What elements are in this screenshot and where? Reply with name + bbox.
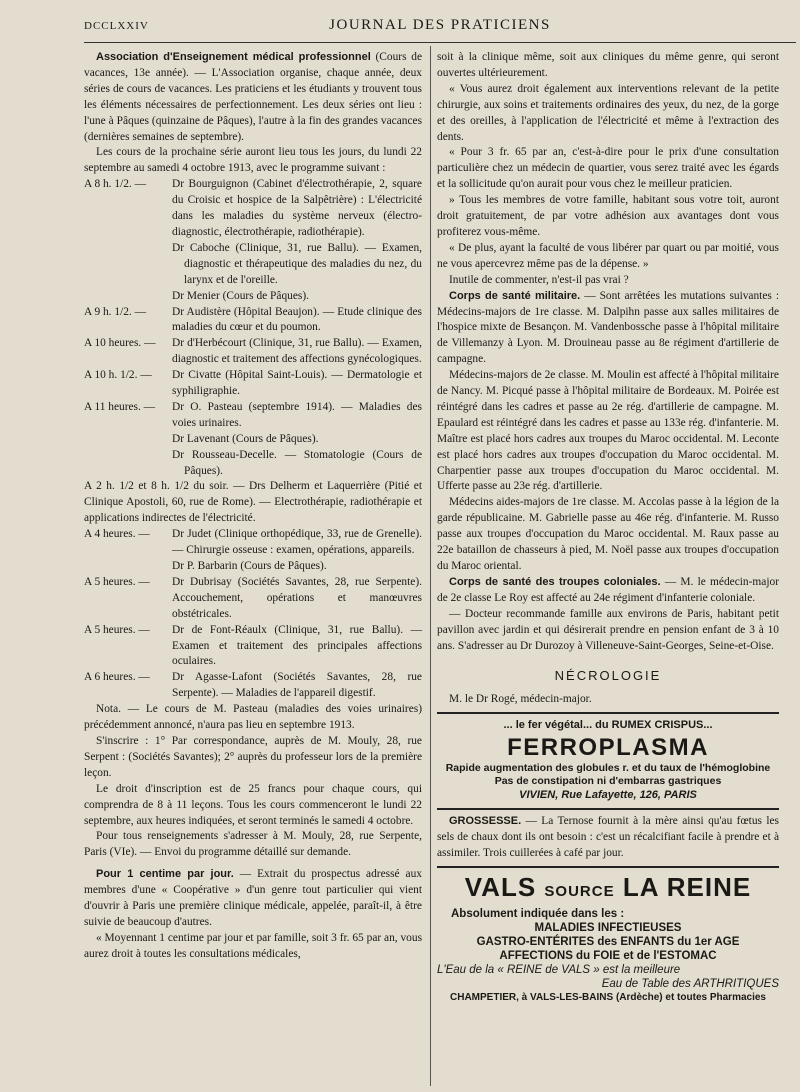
- ad-rule: [437, 712, 779, 714]
- necrologie-heading: NÉCROLOGIE: [554, 668, 662, 684]
- nota-paragraph: Nota. — Le cours de M. Pasteau (maladies des voies urinaires) précédemment annoncé, n'aura pas lieu en septembre 1913.: [84, 703, 422, 732]
- prospectus-paragraph: « De plus, ayant la faculté de vous libérer par quart ou par moitié, vous ne vous apercevrez même pas de la dépense. »: [437, 241, 779, 270]
- inscription-paragraph: S'inscrire : 1° Par correspondance, auprès de M. Mouly, 28, rue Serpent : (Sociétés Savantes); 2° auprès du professeur lors de la première leçon.: [84, 734, 422, 779]
- vals-line: L'Eau de la « REINE de VALS » est la meilleure: [437, 963, 681, 976]
- schedule-item: A 8 h. 1/2. — Dr Bourguignon (Cabinet d'électrothérapie, 2, square du Croisic et hospice de la Salpêtrière) : L'électricité dans les maladies du système nerveux (électro-diagnostic, électrothérapie, radiothérapie).: [84, 178, 422, 238]
- vals-line: CHAMPETIER, à VALS-LES-BAINS (Ardèche) et toutes Pharmacies: [450, 991, 766, 1003]
- ad-line: Pas de constipation ni d'embarras gastriques: [494, 775, 722, 788]
- schedule-item: A 9 h. 1/2. — Dr Audistère (Hôpital Beaujon). — Etude clinique des maladies du cœur et du poumon.: [84, 305, 422, 334]
- prospectus-paragraph: « Vous aurez droit également aux interventions relevant de la petite chirurgie, aux soins et traitements ordinaires des yeux, du nez, de la gorge et des oreilles, à l'application de l'électricité et même à l'extraction des dents.: [437, 82, 779, 143]
- schedule-item: A 2 h. 1/2 et 8 h. 1/2 du soir. — Drs Delherm et Laquerrière (Pitié et Clinique Apostoli, 60, rue de Rome). — Electrothérapie, radiothérapie et applications indirectes de l'électricité.: [84, 480, 422, 525]
- journal-title: JOURNAL DES PRATICIENS: [329, 17, 551, 33]
- prospectus-paragraph: « Pour 3 fr. 65 par an, c'est-à-dire pour le prix d'une consultation particulière chez un médecin de quartier, vous serez traité avec les égards et la sollicitude qu'on aurait pour vous chez le meilleur praticien.: [437, 146, 779, 191]
- corps-militaire-paragraph: Médecins aides-majors de 1re classe. M. Accolas passe à la légion de la garde républicaine. M. Gabrielle passe au 46e rég. d'infanterie. M. Russo passe aux troupes d'occupation du Maroc occidental. M. Raux passe au 22e bataillon de chasseurs à pied, M. Noël passe aux troupes d'occupation du Maroc oriental.: [437, 496, 779, 572]
- vals-line: Absolument indiquée dans les :: [451, 907, 625, 920]
- schedule-item: A 5 heures. — Dr Dubrisay (Sociétés Savantes, 28, rue Serpente). Accouchement, opérations et manœuvres obstétricales.: [84, 575, 422, 620]
- vals-line: MALADIES INFECTIEUSES: [534, 921, 682, 934]
- coloniales-title: Corps de santé des troupes coloniales.: [449, 575, 661, 588]
- moyennant-paragraph: « Moyennant 1 centime par jour et par famille, soit 3 fr. 65 par an, vous aurez droit à toutes les consultations médicales,: [84, 931, 422, 960]
- ad-tagline: ... le fer végétal... du RUMEX CRISPUS...: [503, 719, 713, 732]
- schedule-item: A 5 heures. — Dr de Font-Réaulx (Clinique, 31, rue Ballu). — Examen et traitement des principales affections oculaires.: [84, 623, 422, 668]
- corps-militaire-title: Corps de santé militaire.: [449, 289, 581, 302]
- vals-heading: VALS SOURCE LA REINE: [464, 871, 752, 902]
- schedule-subitem: Dr Menier (Cours de Pâques).: [172, 289, 309, 302]
- page-number: DCCLXXIV: [84, 20, 149, 32]
- grossesse-title: GROSSESSE.: [449, 815, 522, 828]
- schedule-item: A 11 heures. — Dr O. Pasteau (septembre 1914). — Maladies des voies urinaires.: [84, 400, 422, 429]
- association-paragraph: Association d'Enseignement médical professionnel (Cours de vacances, 13e année). — L'Association organise, chaque année, deux séries de cours de vacances. Les praticiens et les étudiants y trouvent tous les éléments nécessaires de perfectionnement. Les deux séries ont lieu : l'une à Pâques (quinzaine de Pâques), l'autre à la fin des grandes vacances (dernières semaines de septembre).: [84, 51, 422, 143]
- ad-brand: FERROPLASMA: [507, 734, 709, 762]
- grossesse-paragraph: GROSSESSE. — La Ternose fournit à la mère ainsi qu'au fœtus les sels de chaux dont ils ont besoin : c'est un récalcifiant facile à prendre et à assimiler. Trois cuillerées à café par jour.: [437, 815, 779, 859]
- schedule-item: A 10 heures. — Dr d'Herbécourt (Clinique, 31, rue Ballu). — Examen, diagnostic et traitement des affections gynécologiques.: [84, 337, 422, 366]
- vals-line: Eau de Table des ARTHRITIQUES: [601, 977, 779, 990]
- centime-paragraph: Pour 1 centime par jour. — Extrait du prospectus adressé aux membres d'une « Coopérative » d'un genre tout particulier qui vient d'ouvrir à Paris une première clinique médicale, appelée, paraît-il, à être suivie de beaucoup d'autres.: [84, 868, 422, 928]
- right-column: [437, 50, 779, 1005]
- schedule-subitem: Dr Rousseau-Decelle. — Stomatologie (Cours de Pâques).: [172, 448, 422, 477]
- renseignements-paragraph: Pour tous renseignements s'adresser à M. Mouly, 28, rue Serpente, Paris (VIe). — Envoi du programme détaillé sur demande.: [84, 830, 422, 859]
- left-column: [84, 50, 422, 963]
- comment-line: Inutile de commenter, n'est-il pas vrai ?: [449, 273, 629, 286]
- series-paragraph: Les cours de la prochaine série auront lieu tous les jours, du lundi 22 septembre au samedi 4 octobre 1913, avec le programme suivant :: [84, 146, 422, 175]
- schedule-subitem: Dr Lavenant (Cours de Pâques).: [172, 432, 319, 445]
- ferroplasma-ad: [437, 718, 779, 804]
- corps-militaire-paragraph: Médecins-majors de 2e classe. M. Moulin est affecté à l'hôpital militaire de Nancy. M. Picqué passe à l'hôpital militaire de Bordeaux. M. Poirée est réintégré dans les cadres et passe au 2e rég. d'artillerie de campagne. M. Epaulard est réintégré dans les cadres et passe au 133e rég. d'infanterie. M. Maître est placé hors cadres aux troupes du Maroc occidental. M. Leconte est placé hors cadres aux troupes d'occupation du Maroc occidental. M. Charpentier passe aux troupes d'occupation du Maroc occidental. M. Ufferte passe au 23e rég. d'artillerie.: [437, 369, 779, 493]
- centime-title: Pour 1 centime par jour.: [96, 868, 234, 881]
- schedule-subitem: Dr Caboche (Clinique, 31, rue Ballu). — Examen, diagnostic et thérapeutique des maladies du nez, du larynx et de l'oreille.: [172, 241, 422, 286]
- prospectus-continued: soit à la clinique même, soit aux cliniques du même genre, qui seront ouvertes ultérieurement.: [437, 51, 779, 79]
- schedule-subitem: Dr P. Barbarin (Cours de Pâques).: [172, 560, 327, 572]
- schedule-item: A 6 heures. — Dr Agasse-Lafont (Sociétés Savantes, 28, rue Serpente). — Maladies de l'appareil digestif.: [84, 671, 422, 700]
- necrologie-entry: M. le Dr Rogé, médecin-major.: [449, 693, 592, 706]
- prospectus-paragraph: » Tous les membres de votre famille, habitant sous votre toit, auront droit gratuitement, de par votre adhésion aux avantages dont vous profiterez vous-même.: [437, 194, 779, 238]
- schedule-item: A 10 h. 1/2. — Dr Civatte (Hôpital Saint-Louis). — Dermatologie et syphiligraphie.: [84, 369, 422, 398]
- vals-ad: [437, 872, 779, 1005]
- docteur-paragraph: — Docteur recommande famille aux environs de Paris, habitant petit pavillon avec jardin et qui désirerait prendre en pension enfant de 3 à 10 ans. S'adresser au Dr Durozoy à Villeneuve-Saint-Georges, Seine-et-Oise.: [437, 607, 779, 652]
- header-rule: [84, 42, 796, 43]
- schedule-item: A 4 heures. — Dr Judet (Clinique orthopédique, 33, rue de Grenelle). — Chirurgie osseuse : examen, opérations, appareils.: [84, 528, 422, 557]
- vals-line: GASTRO-ENTÉRITES des ENFANTS du 1er AGE: [476, 935, 740, 948]
- droit-paragraph: Le droit d'inscription est de 25 francs pour chaque cours, qui comprendra de 8 à 11 leçons. Tous les cours commenceront le lundi 22 septembre, aux heures indiquées, et seront terminés le samedi 4 octobre.: [84, 782, 422, 827]
- page-header: [84, 16, 796, 38]
- vals-line: AFFECTIONS du FOIE et de l'ESTOMAC: [499, 949, 717, 962]
- ad-address: VIVIEN, Rue Lafayette, 126, PARIS: [519, 789, 697, 802]
- association-title: Association d'Enseignement médical professionnel: [96, 51, 371, 63]
- ad-rule: [437, 866, 779, 868]
- coloniales-paragraph: Corps de santé des troupes coloniales. — M. le médecin-major de 2e classe Le Roy est affecté au 24e régiment d'infanterie coloniale.: [437, 575, 779, 604]
- ad-rule: [437, 808, 779, 810]
- corps-militaire-paragraph: Corps de santé militaire. — Sont arrêtées les mutations suivantes : Médecins-majors de 1re classe. M. Dalpihn passe aux salles militaires de l'hospice mixte de Besançon. M. Vandenbossche passe à l'hôpital militaire de Villemanzy à Lyon. M. Drouineau passe au 8e régiment d'artillerie de campagne.: [437, 289, 779, 366]
- column-divider: [430, 46, 431, 1086]
- ad-line: Rapide augmentation des globules r. et du taux de l'hémoglobine: [445, 762, 771, 775]
